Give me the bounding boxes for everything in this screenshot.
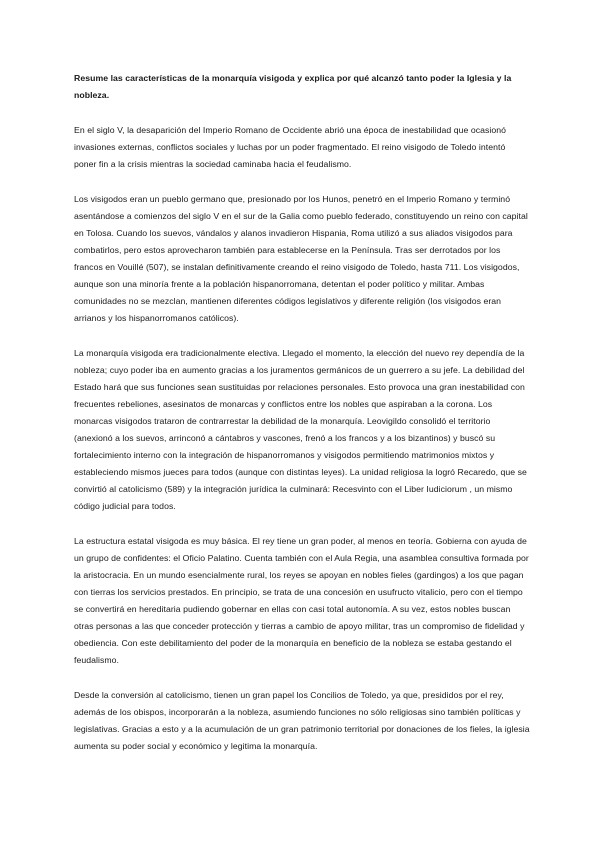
document-title: Resume las características de la monarquía visigoda y explica por qué alcanzó tanto poder la Iglesia y la nobleza.: [74, 73, 512, 100]
paragraph-4: La estructura estatal visigoda es muy básica. El rey tiene un gran poder, al menos en teoría. Gobierna con ayuda de un grupo de confidentes: el Oficio Palatino. Cuenta también con el Aula Regia, una asamblea consultiva formada por la aristocracia. En un mundo esencialmente rural, los reyes se apoyan en nobles fieles (gardingos) a los que pagan con tierras los servicios prestados. En principio, se trata de una concesión en usufructo vitalicio, pero con el tiempo se convertirá en hereditaria pudiendo gobernar en ellas con casi total autonomía. A su vez, estos nobles buscan otras personas a las que conceder protección y tierras a cambio de apoyo militar, tras un compromiso de fidelidad y obediencia. Con este debilitamiento del poder de la monarquía en beneficio de la nobleza se estaba gestando el feudalismo.: [74, 536, 529, 665]
document-page: [74, 70, 530, 773]
paragraph-1: En el siglo V, la desaparición del Imperio Romano de Occidente abrió una época de inestabilidad que ocasionó invasiones externas, conflictos sociales y luchas por un poder fragmentado. El reino visigodo de Toledo intentó poner fin a la crisis mientras la sociedad caminaba hacia el feudalismo.: [74, 125, 507, 169]
paragraph-5: Desde la conversión al catolicismo, tienen un gran papel los Concilios de Toledo, ya que, presididos por el rey, además de los obispos, incorporarán a la nobleza, asumiendo funciones no sólo religiosas sino también políticas y legislativas. Gracias a esto y a la acumulación de un gran patrimonio territorial por donaciones de los fieles, la iglesia aumenta su poder social y económico y legitima la monarquía.: [74, 690, 530, 751]
paragraph-3: La monarquía visigoda era tradicionalmente electiva. Llegado el momento, la elección del nuevo rey dependía de la nobleza; cuyo poder iba en aumento gracias a los juramentos germánicos de un guerrero a su jefe. La debilidad del Estado hará que sus funciones sean sustituidas por relaciones personales. Esto provoca una gran inestabilidad con frecuentes rebeliones, asesinatos de monarcas y conflictos entre los nobles que aspiraban a la corona. Los monarcas visigodos trataron de contrarrestar la debilidad de la monarquía. Leovigildo consolidó el territorio (anexionó a los suevos, arrinconó a cántabros y vascones, frenó a los francos y a los bizantinos) y buscó su fortalecimiento interno con la integración de hispanorromanos y visigodos permitiendo matrimonios mixtos y estableciendo mismos jueces para todos (aunque con distintas leyes). La unidad religiosa la logró Recaredo, que se convirtió al catolicismo (589) y la integración jurídica la culminará: Recesvinto con el Liber Iudiciorum , un mismo código judicial para todos.: [74, 348, 527, 511]
paragraph-2: Los visigodos eran un pueblo germano que, presionado por los Hunos, penetró en el Imperio Romano y terminó asentándose a comienzos del siglo V en el sur de la Galia como pueblo federado, constituyendo un reino con capital en Tolosa. Cuando los suevos, vándalos y alanos invadieron Hispania, Roma utilizó a sus aliados visigodos para combatirlos, pero estos aprovecharon también para establecerse en la Península. Tras ser derrotados por los francos en Vouillé (507), se instalan definitivamente creando el reino visigodo de Toledo, hasta 711. Los visigodos, aunque son una minoría frente a la población hispanorromana, detentan el poder político y militar. Ambas comunidades no se mezclan, mantienen diferentes códigos legislativos y diferente religión (los visigodos eran arrianos y los hispanorromanos católicos).: [74, 194, 528, 323]
